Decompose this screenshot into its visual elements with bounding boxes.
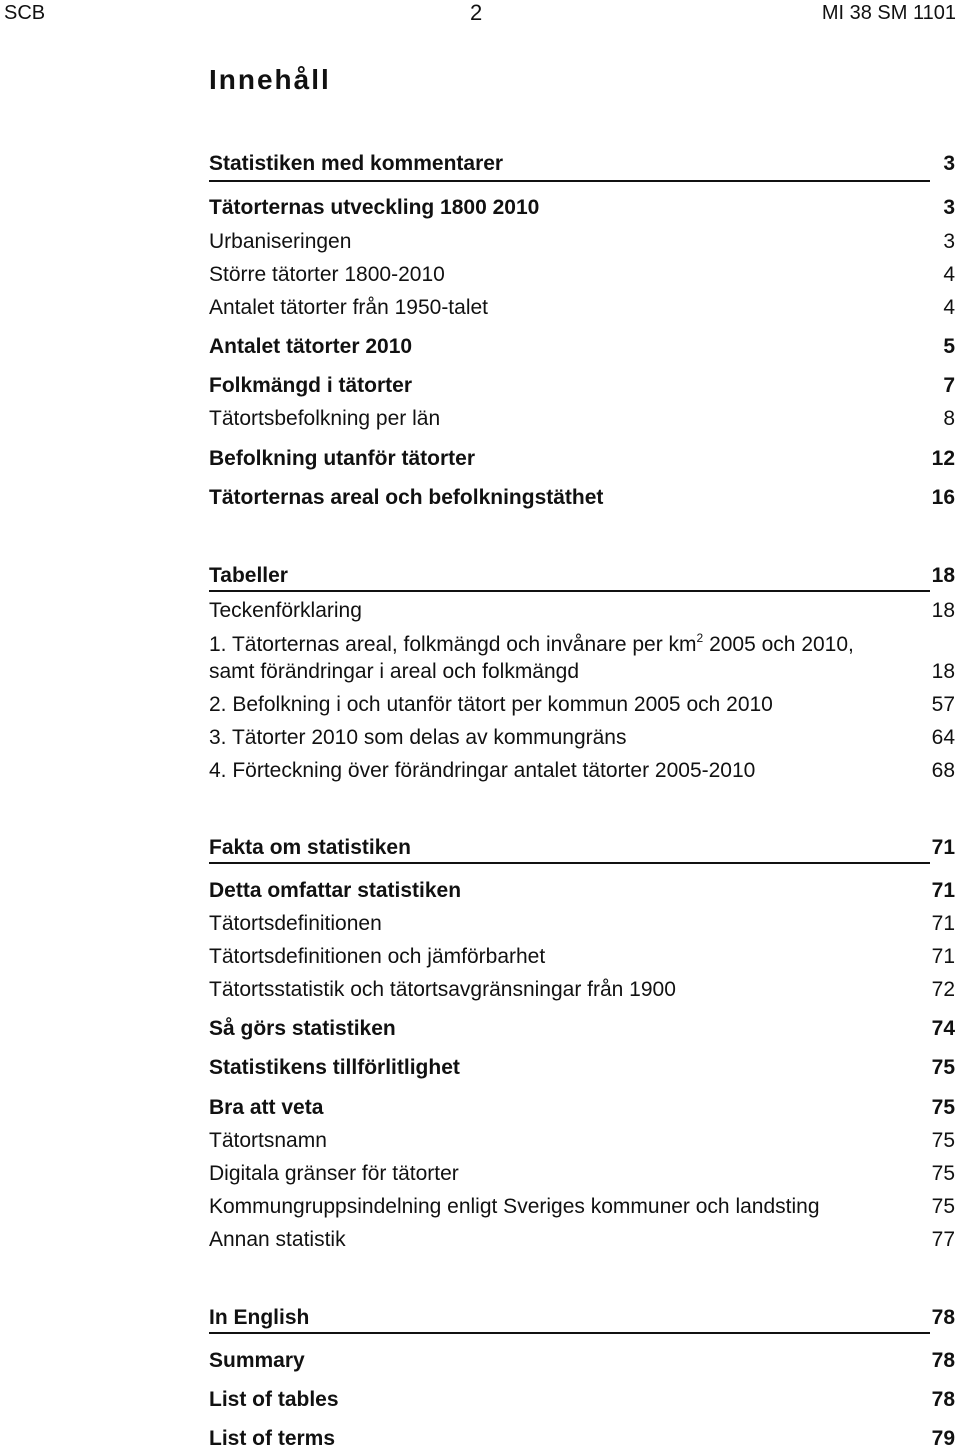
toc-entry[interactable]: [209, 725, 955, 751]
toc-page: 71: [931, 945, 955, 968]
toc-label: Tätortsstatistik och tätortsavgränsningar från 1900: [209, 978, 676, 1001]
toc-page: 75: [931, 1056, 955, 1079]
toc-label: Fakta om statistiken: [209, 836, 411, 859]
section-rule: [209, 590, 930, 592]
toc-section-fakta[interactable]: [209, 835, 955, 861]
toc-entry[interactable]: [209, 1194, 955, 1220]
superscript: 2: [696, 631, 704, 645]
toc-entry[interactable]: [209, 944, 955, 970]
toc-label: Statistiken med kommentarer: [209, 152, 504, 175]
toc-section-statistiken[interactable]: [209, 151, 955, 177]
toc-entry[interactable]: [209, 1128, 955, 1154]
toc-label: Kommungruppsindelning enligt Sveriges kommuner och landsting: [209, 1195, 820, 1218]
toc-page: 77: [931, 1228, 955, 1251]
toc-page: 3: [943, 152, 955, 175]
toc-page: 8: [943, 407, 955, 430]
toc-page: 78: [931, 1388, 955, 1411]
toc-page: 64: [931, 726, 955, 749]
toc-entry[interactable]: [209, 1426, 955, 1452]
toc-label: Tätortsnamn: [209, 1129, 327, 1152]
toc-page: 3: [943, 230, 955, 253]
toc-page: 74: [931, 1017, 955, 1040]
toc-label: Tätorternas utveckling 1800 2010: [209, 196, 540, 219]
toc-label: Befolkning utanför tätorter: [209, 447, 475, 470]
toc-label: In English: [209, 1306, 310, 1329]
toc-page: 5: [943, 335, 955, 358]
toc-entry[interactable]: [209, 977, 955, 1003]
toc-entry[interactable]: [209, 295, 955, 321]
toc-label: Större tätorter 1800-2010: [209, 263, 445, 286]
toc-label: Annan statistik: [209, 1228, 346, 1251]
toc-page: 72: [931, 978, 955, 1001]
toc-page: 75: [931, 1195, 955, 1218]
toc-label: Digitala gränser för tätorter: [209, 1162, 459, 1185]
toc-entry[interactable]: [209, 446, 955, 472]
toc-label: Bra att veta: [209, 1096, 324, 1119]
toc-entry[interactable]: [209, 373, 955, 399]
toc-page: 78: [931, 1306, 955, 1329]
toc-entry[interactable]: [209, 692, 955, 718]
toc-entry[interactable]: [209, 1387, 955, 1413]
toc-label: Tabeller: [209, 564, 288, 587]
header-right: MI 38 SM 1101: [821, 2, 956, 24]
toc-page: 75: [931, 1162, 955, 1185]
header-left: SCB: [4, 2, 46, 24]
toc-label: Tätortsdefinitionen: [209, 912, 382, 935]
toc-label-text: 2005 och 2010,: [703, 633, 854, 656]
toc-label: Folkmängd i tätorter: [209, 374, 413, 397]
section-rule: [209, 1332, 930, 1334]
toc-entry[interactable]: [209, 195, 955, 221]
toc-entry[interactable]: [209, 334, 955, 360]
toc-page: 75: [931, 1096, 955, 1119]
toc-page: 71: [931, 912, 955, 935]
toc-label: Antalet tätorter från 1950-talet: [209, 296, 488, 319]
toc-label: Så görs statistiken: [209, 1017, 396, 1040]
toc-page: 4: [943, 296, 955, 319]
toc-label: List of terms: [209, 1427, 336, 1450]
toc-label: 3. Tätorter 2010 som delas av kommungräns: [209, 726, 627, 749]
toc-page: 71: [931, 836, 955, 859]
toc-page: 7: [943, 374, 955, 397]
toc-label: [209, 632, 854, 658]
toc-page: 57: [931, 693, 955, 716]
toc-label-text: 1. Tätorternas areal, folkmängd och invånare per km: [209, 633, 697, 656]
toc-entry[interactable]: [209, 758, 955, 784]
toc-entry[interactable]: [209, 878, 955, 904]
toc-entry[interactable]: [209, 598, 955, 624]
section-rule: [209, 862, 930, 864]
toc-page: 71: [931, 879, 955, 902]
toc-label: samt förändringar i areal och folkmängd: [209, 660, 580, 683]
toc-page: 4: [943, 263, 955, 286]
toc-entry[interactable]: [209, 406, 955, 432]
toc-section-tabeller[interactable]: [209, 563, 955, 589]
toc-label: 4. Förteckning över förändringar antalet tätorter 2005-2010: [209, 759, 756, 782]
toc-label: List of tables: [209, 1388, 339, 1411]
toc-label: Antalet tätorter 2010: [209, 335, 413, 358]
toc-entry[interactable]: [209, 1348, 955, 1374]
toc-label: 2. Befolkning i och utanför tätort per kommun 2005 och 2010: [209, 693, 773, 716]
toc-label: Tätortsdefinitionen och jämförbarhet: [209, 945, 546, 968]
toc-label: Statistikens tillförlitlighet: [209, 1056, 460, 1079]
toc-entry[interactable]: [209, 1227, 955, 1253]
toc-section-english[interactable]: [209, 1305, 955, 1331]
toc-label: Tätorternas areal och befolkningstäthet: [209, 486, 604, 509]
toc-page: 18: [931, 564, 955, 587]
toc-entry[interactable]: [209, 1016, 955, 1042]
toc-page: 78: [931, 1349, 955, 1372]
toc-label: Tätortsbefolkning per län: [209, 407, 441, 430]
toc-page: 18: [931, 599, 955, 622]
toc-entry[interactable]: [209, 262, 955, 288]
page-title: Innehåll: [209, 64, 331, 95]
toc-page: 16: [931, 486, 955, 509]
toc-page: 3: [943, 196, 955, 219]
section-rule: [209, 180, 930, 182]
toc-label: Summary: [209, 1349, 305, 1372]
toc-entry[interactable]: [209, 1161, 955, 1187]
toc-entry[interactable]: [209, 632, 955, 658]
toc-page: 79: [931, 1427, 955, 1450]
toc-page: 75: [931, 1129, 955, 1152]
toc-label: Urbaniseringen: [209, 230, 352, 253]
toc-page: 12: [931, 447, 955, 470]
toc-label: Teckenförklaring: [209, 599, 362, 622]
toc-entry[interactable]: [209, 229, 955, 255]
page-number: 2: [470, 0, 483, 25]
toc-entry[interactable]: [209, 485, 955, 511]
toc-entry[interactable]: [209, 659, 955, 685]
toc-label: Detta omfattar statistiken: [209, 879, 462, 902]
toc-page: 18: [931, 660, 955, 683]
toc-entry[interactable]: [209, 911, 955, 937]
toc-page: 68: [931, 759, 955, 782]
toc-entry[interactable]: [209, 1055, 955, 1081]
toc-entry[interactable]: [209, 1095, 955, 1121]
